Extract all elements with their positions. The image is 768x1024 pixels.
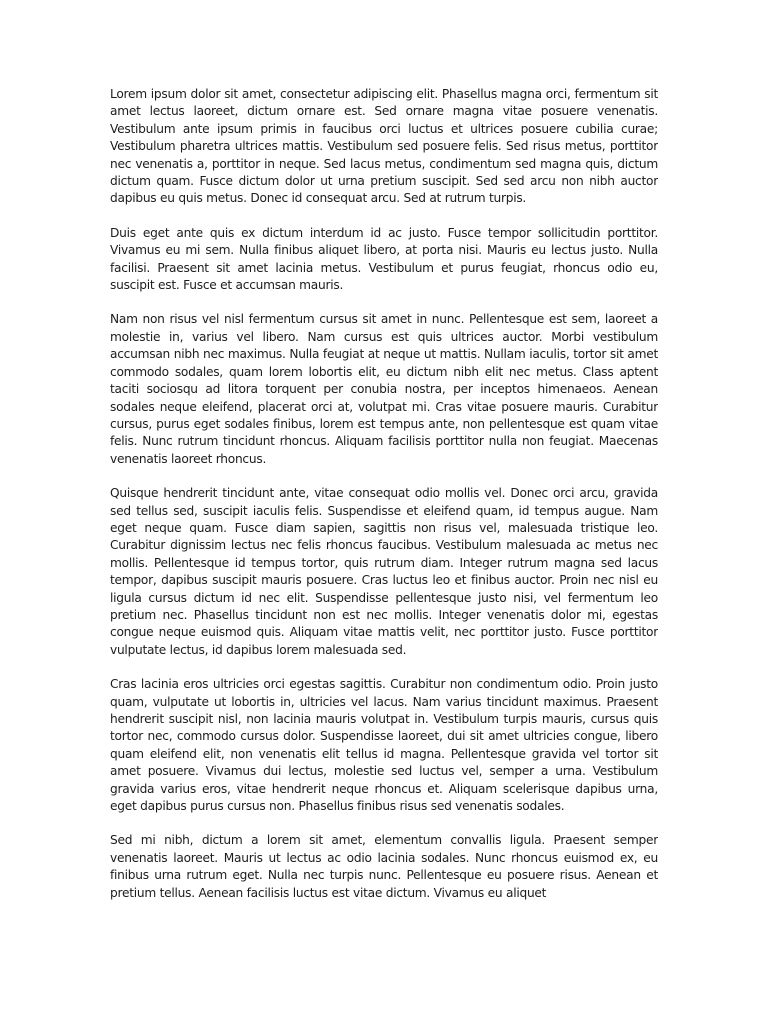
paragraph-1: Lorem ipsum dolor sit amet, consectetur adipiscing elit. Phasellus magna orci, fermentum sit amet lectus laoreet, dictum ornare est. Sed ornare magna vitae posuere venenatis. Vestibulum ante ipsum primis in faucibus orci luctus et ultrices posuere cubilia curae; Vestibulum pharetra ultrices mattis. Vestibulum sed posuere felis. Sed risus metus, porttitor nec venenatis a, porttitor in neque. Sed lacus metus, condimentum sed magna quis, dictum dictum quam. Fusce dictum dolor ut urna pretium suscipit. Sed sed arcu non nibh auctor dapibus eu quis metus. Donec id consequat arcu. Sed at rutrum turpis. xyxy=(110,87,658,206)
paragraph-5: Cras lacinia eros ultricies orci egestas sagittis. Curabitur non condimentum odio. Proin justo quam, vulputate ut lobortis in, ultricies vel lacus. Nam varius tincidunt maximus. Praesent hendrerit suscipit nisl, non lacinia mauris volutpat in. Vestibulum turpis mauris, cursus quis tortor nec, commodo cursus dolor. Suspendisse laoreet, dui sit amet ultricies congue, libero quam eleifend elit, non venenatis elit tellus id magna. Pellentesque gravida vel tortor sit amet posuere. Vivamus dui lectus, molestie sed luctus vel, semper a urna. Vestibulum gravida varius eros, vitae hendrerit neque rhoncus et. Aliquam scelerisque dapibus urna, eget dapibus purus cursus non. Phasellus finibus risus sed venenatis sodales. xyxy=(110,677,658,814)
document-page xyxy=(110,86,658,938)
paragraph-6: Sed mi nibh, dictum a lorem sit amet, elementum convallis ligula. Praesent semper venenatis laoreet. Mauris ut lectus ac odio lacinia sodales. Nunc rhoncus euismod ex, eu finibus urna rutrum eget. Nulla nec turpis nunc. Pellentesque eu posuere risus. Aenean et pretium tellus. Aenean facilisis luctus est vitae dictum. Vivamus eu aliquet xyxy=(110,833,658,900)
paragraph-2: Duis eget ante quis ex dictum interdum id ac justo. Fusce tempor sollicitudin porttitor. Vivamus eu mi sem. Nulla finibus aliquet libero, at porta nisi. Mauris eu lectus justo. Nulla facilisi. Praesent sit amet lacinia metus. Vestibulum et purus feugiat, rhoncus odio eu, suscipit est. Fusce et accumsan mauris. xyxy=(110,225,658,293)
paragraph-4: Quisque hendrerit tincidunt ante, vitae consequat odio mollis vel. Donec orci arcu, gravida sed tellus sed, suscipit iaculis felis. Suspendisse et eleifend quam, id tempus augue. Nam eget neque quam. Fusce diam sapien, sagittis non risus vel, malesuada tristique leo. Curabitur dignissim lectus nec felis rhoncus faucibus. Vestibulum malesuada ac metus nec mollis. Pellentesque id tempus tortor, quis rutrum diam. Integer rutrum magna sed lacus tempor, dapibus suscipit mauris posuere. Cras luctus leo et finibus auctor. Proin nec nisl eu ligula cursus dictum id nec elit. Suspendisse pellentesque justo nisi, vel fermentum leo pretium nec. Phasellus tincidunt non est nec mollis. Integer venenatis dolor mi, egestas congue neque euismod quis. Aliquam vitae mattis velit, nec porttitor justo. Fusce porttitor vulputate lectus, id dapibus lorem malesuada sed. xyxy=(110,486,658,657)
paragraph-3: Nam non risus vel nisl fermentum cursus sit amet in nunc. Pellentesque est sem, laoreet a molestie in, varius vel libero. Nam cursus est quis ultrices auctor. Morbi vestibulum accumsan nibh nec maximus. Nulla feugiat at neque ut mattis. Nullam iaculis, tortor sit amet commodo sodales, quam lorem lobortis elit, eu dictum nibh elit nec metus. Class aptent taciti sociosqu ad litora torquent per conubia nostra, per inceptos himenaeos. Aenean sodales neque eleifend, placerat orci at, volutpat mi. Cras vitae posuere mauris. Curabitur cursus, purus eget sodales finibus, lorem est tempus ante, non pellentesque est quam vitae felis. Nunc rutrum tincidunt rhoncus. Aliquam facilisis porttitor nulla non feugiat. Maecenas venenatis laoreet rhoncus. xyxy=(110,312,658,466)
